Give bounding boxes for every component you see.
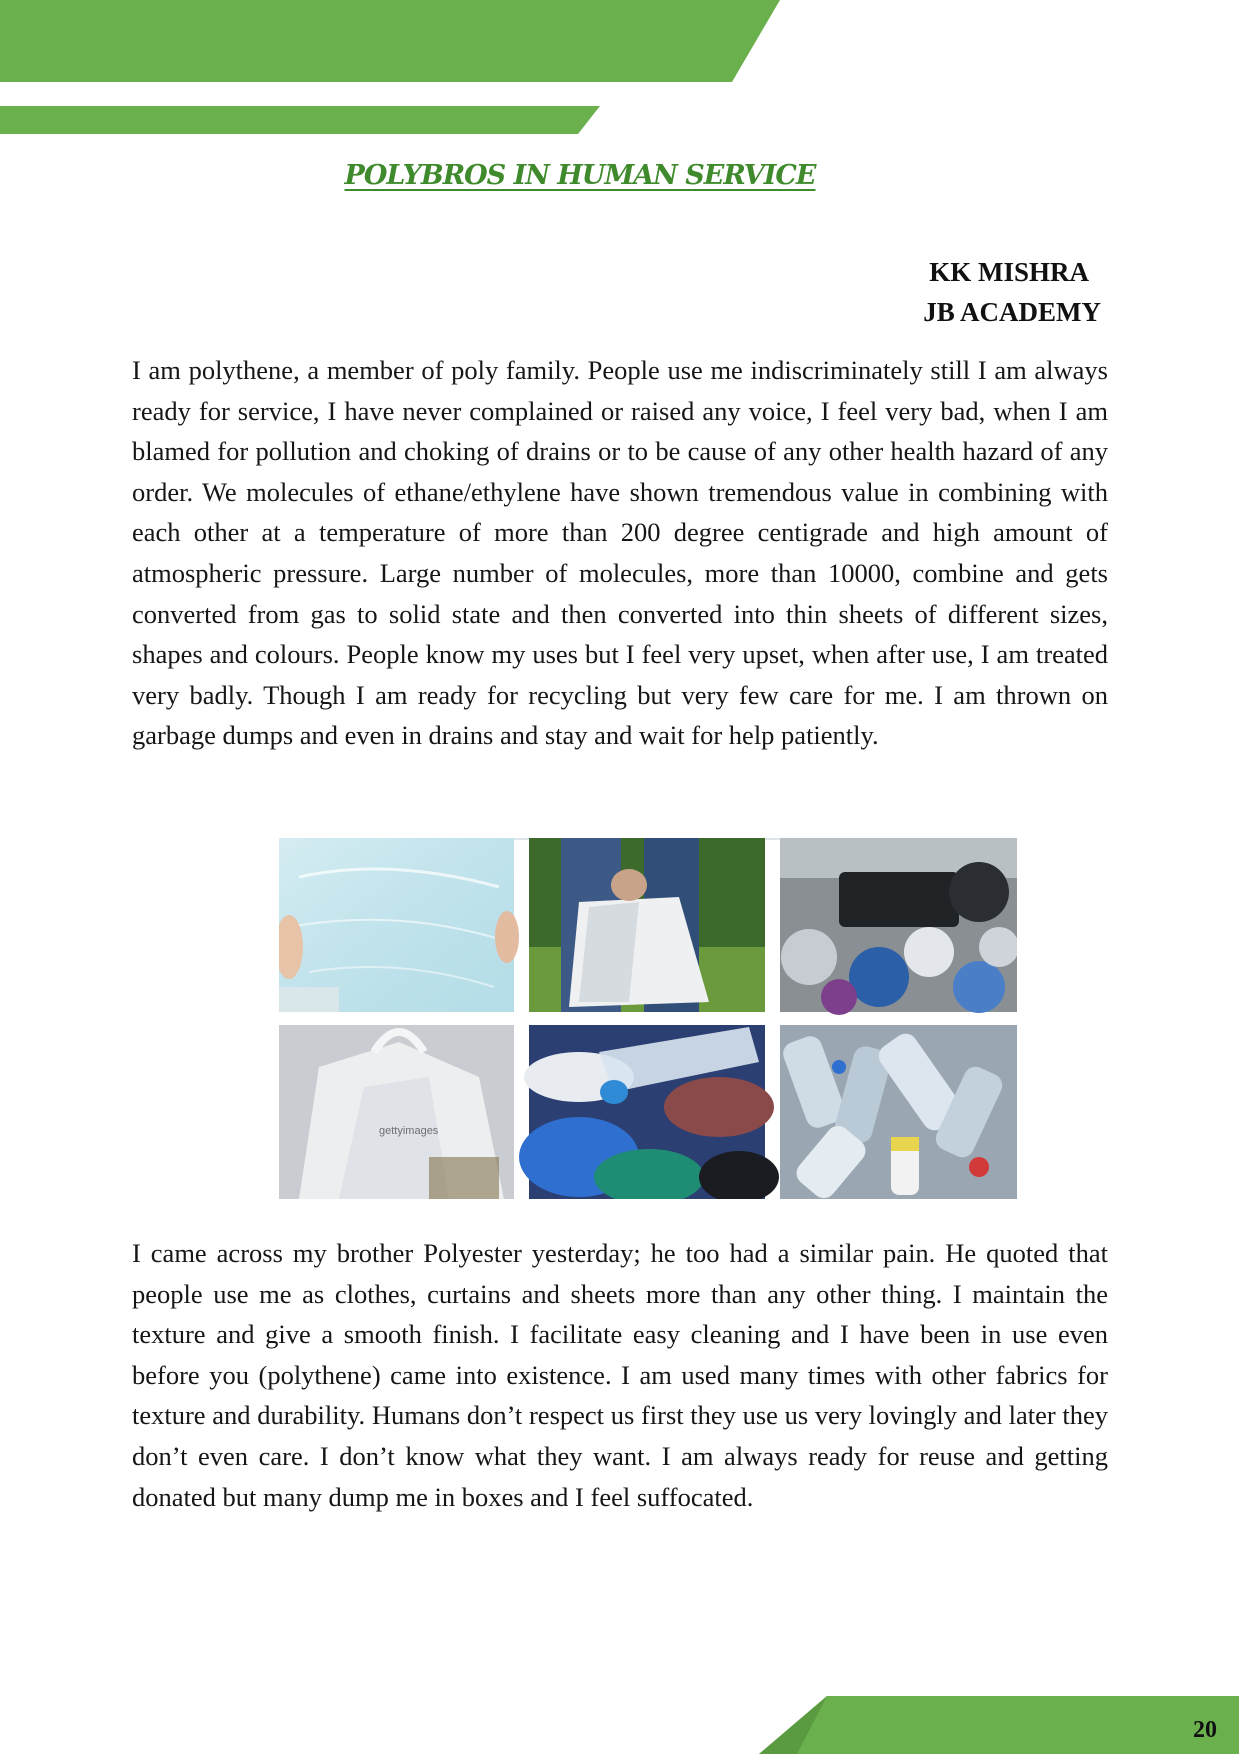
header-green-stripe (0, 106, 600, 134)
plastic-wrap-photo (279, 838, 519, 1012)
author-school: JB ACADEMY (923, 297, 1101, 327)
author-block (923, 252, 1101, 332)
header-green-band (0, 0, 780, 82)
body-paragraph-2: I came across my brother Polyester yesterday; he too had a similar pain. He quoted that people use me as clothes, curtains and sheets more than any other thing. I maintain the texture and give a smooth finish. I facilitate easy cleaning and I have been in use even before you (polythene) came into existence. I am used many times with other fabrics for texture and durability. Humans don’t respect us first they use us very lovingly and later they don’t even care. I don’t know what they want. I am always ready for reuse and getting donated but many dump me in boxes and I feel suffocated. (132, 1238, 1108, 1512)
footer-green-band (759, 1696, 1239, 1754)
plastic-carry-bag-photo (529, 838, 765, 1012)
plastic-pellets-photo (519, 1025, 779, 1199)
photo-collage (279, 837, 1017, 1199)
garbage-dump-photo (780, 838, 1017, 1015)
watermark-text: gettyimages (379, 1125, 439, 1137)
plastic-bottles-photo (780, 1025, 1017, 1199)
page-number: 20 (1193, 1717, 1217, 1743)
white-plastic-bags-photo (279, 1025, 514, 1199)
body-paragraph-1: I am polythene, a member of poly family. People use me indiscriminately still I am always ready for service, I have never complained or raised any voice, I feel very bad, when I am blamed for pollution and choking of drains or to be cause of any other health hazard of any order. We molecules of ethane/ethylene have shown tremendous value in combining with each other at a temperature of more than 200 degree centigrade and high amount of atmospheric pressure. Large number of molecules, more than 10000, combine and gets converted from gas to solid state and then converted into thin sheets of different sizes, shapes and colours. People know my uses but I feel very upset, when after use, I am treated very badly. Though I am ready for recycling but very few care for me. I am thrown on garbage dumps and even in drains and stay and wait for help patiently. (132, 355, 1108, 751)
author-name: KK MISHRA (929, 257, 1089, 287)
article-title: POLYBROS IN HUMAN SERVICE (344, 160, 816, 191)
